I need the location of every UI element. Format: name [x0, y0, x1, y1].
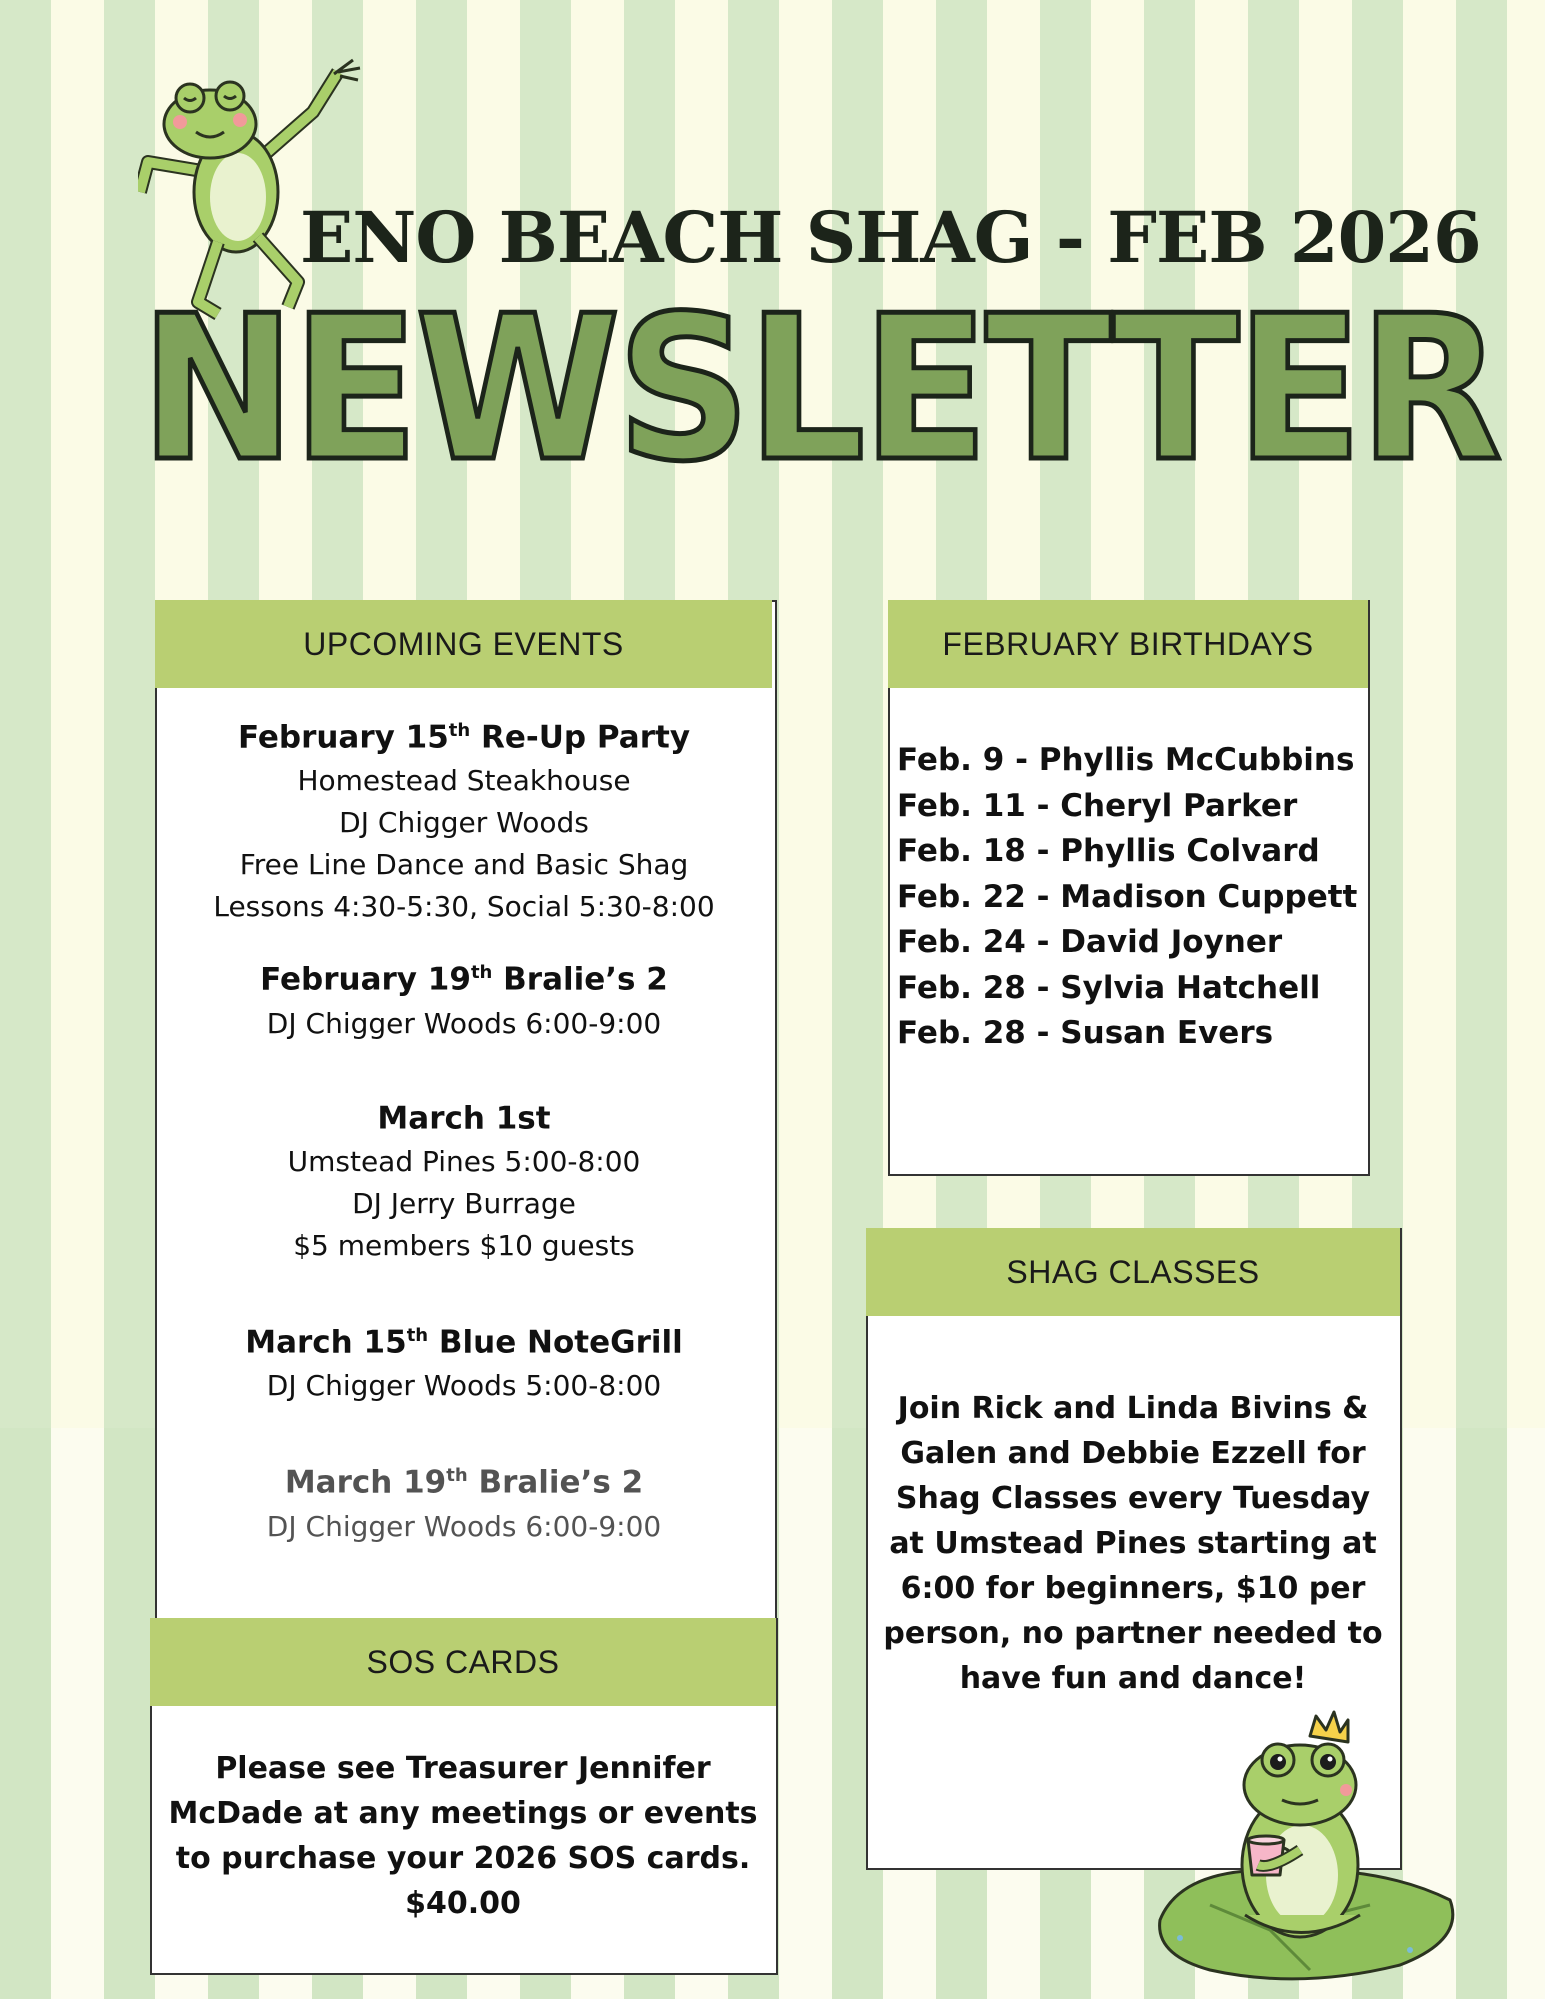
birthday-item: Feb. 28 - Sylvia Hatchell	[897, 969, 1321, 1006]
event-item	[157, 1089, 771, 1267]
birthday-item: Feb. 9 - Phyllis McCubbins	[897, 742, 1355, 778]
birthday-item: Feb. 22 - Madison Cuppett	[897, 878, 1358, 915]
event-dj: DJ Chigger Woods	[339, 806, 589, 840]
birthday-item: Feb. 18 - Phyllis Colvard	[897, 833, 1320, 869]
sos-text: Please see Treasurer Jennifer McDade at any meetings or events to purchase your 2026 SOS cards. $40.00	[168, 1751, 758, 1921]
event-item	[157, 1453, 771, 1547]
event-detail: Lessons 4:30-5:30, Social 5:30-8:00	[213, 890, 715, 924]
event-dj: DJ Chigger Woods 5:00-8:00	[266, 1369, 662, 1403]
event-title: March 1st	[377, 1099, 551, 1136]
newsletter-title: NEWSLETTER	[140, 273, 1499, 506]
event-detail: Free Line Dance and Basic Shag	[239, 848, 689, 882]
events-heading: UPCOMING EVENTS	[155, 600, 772, 688]
frog-with-tea-on-lilypad-icon	[1150, 1700, 1470, 1990]
event-title: February 15th Re-Up Party	[237, 719, 691, 756]
birthdays-heading: FEBRUARY BIRTHDAYS	[888, 600, 1368, 688]
event-title: March 19th Bralie’s 2	[284, 1464, 644, 1501]
event-item	[157, 1313, 771, 1407]
event-title: March 15th Blue NoteGrill	[245, 1324, 683, 1361]
event-dj: DJ Chigger Woods 6:00-9:00	[266, 1509, 662, 1543]
birthday-item: Feb. 24 - David Joyner	[897, 924, 1283, 960]
classes-heading: SHAG CLASSES	[866, 1228, 1400, 1316]
birthday-item: Feb. 28 - Susan Evers	[897, 1015, 1274, 1051]
event-detail: $5 members $10 guests	[293, 1228, 635, 1262]
event-dj: DJ Chigger Woods 6:00-9:00	[266, 1006, 662, 1040]
sos-heading: SOS CARDS	[150, 1618, 776, 1706]
event-dj: DJ Jerry Burrage	[352, 1186, 576, 1220]
event-venue: Umstead Pines 5:00-8:00	[287, 1144, 641, 1178]
birthdays-list	[897, 738, 1367, 1057]
newsletter-subtitle: ENO BEACH SHAG - FEB 2026	[300, 196, 1481, 279]
event-title: February 19th Bralie’s 2	[260, 961, 668, 998]
classes-text: Join Rick and Linda Bivins & Galen and Debbie Ezzell for Shag Classes every Tuesday at Umstead Pines starting at 6:00 for beginners, $10 per person, no partner needed to have fun and dance!	[883, 1391, 1383, 1696]
birthday-item: Feb. 11 - Cheryl Parker	[897, 787, 1298, 824]
event-item	[157, 950, 771, 1044]
event-item	[157, 708, 771, 928]
events-list	[157, 708, 771, 1548]
event-venue: Homestead Steakhouse	[297, 764, 631, 798]
